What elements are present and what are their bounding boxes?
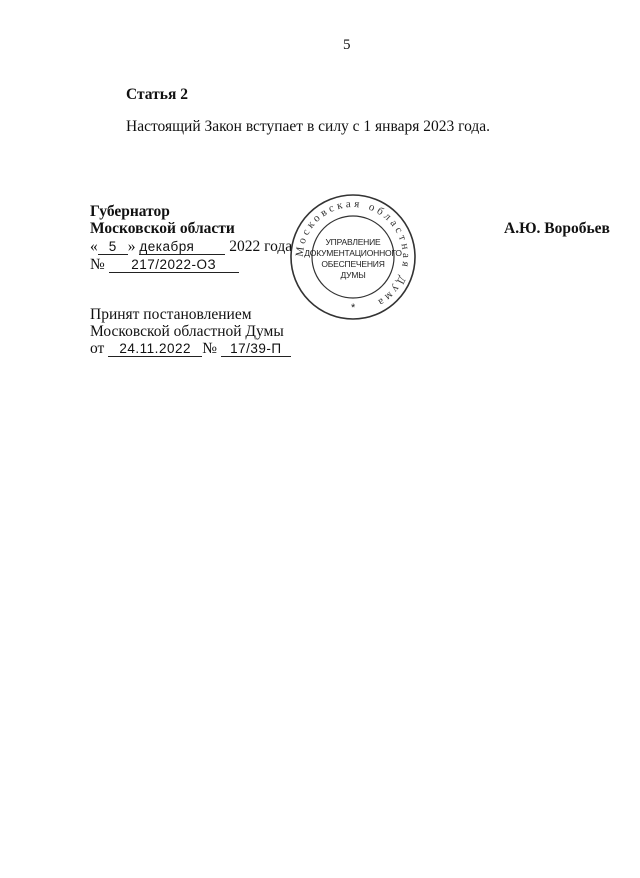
page-number: 5 [343,37,351,53]
law-number-line [90,256,239,274]
governor-title: Губернатор [90,203,170,220]
seal-inner-line-4: ДУМЫ [340,270,366,280]
law-number: 217/2022-ОЗ [109,257,239,273]
adoption-line-1: Принят постановлением [90,306,252,323]
seal-inner-line-3: ОБЕСПЕЧЕНИЯ [321,259,385,269]
article-heading: Статья 2 [126,86,188,103]
seal-inner-line-1: УПРАВЛЕНИЕ [325,237,381,247]
law-number-prefix: № [90,256,105,273]
adoption-line-2: Московской областной Думы [90,323,284,340]
seal-ring-text: Московская областная Дума [293,197,413,310]
article-text: Настоящий Закон вступает в силу с 1 января 2023 года. [126,118,491,135]
close-quote: » [127,238,136,255]
signatory-name: А.Ю. Воробьев [504,220,610,237]
governor-region: Московской области [90,220,235,237]
signing-year: 2022 года [229,238,293,255]
signing-month: декабря [139,239,225,255]
adoption-number-prefix: № [202,340,217,357]
open-quote: « [90,238,98,255]
official-seal [288,192,418,322]
adoption-date: 24.11.2022 [108,341,202,357]
seal-star: * [350,302,356,314]
signing-date-line [90,238,292,256]
adoption-line-3 [90,340,291,358]
adoption-date-prefix: от [90,340,105,357]
signing-day: 5 [98,239,128,255]
adoption-number: 17/39-П [221,341,291,357]
seal-inner-line-2: ДОКУМЕНТАЦИОННОГО [304,248,402,258]
